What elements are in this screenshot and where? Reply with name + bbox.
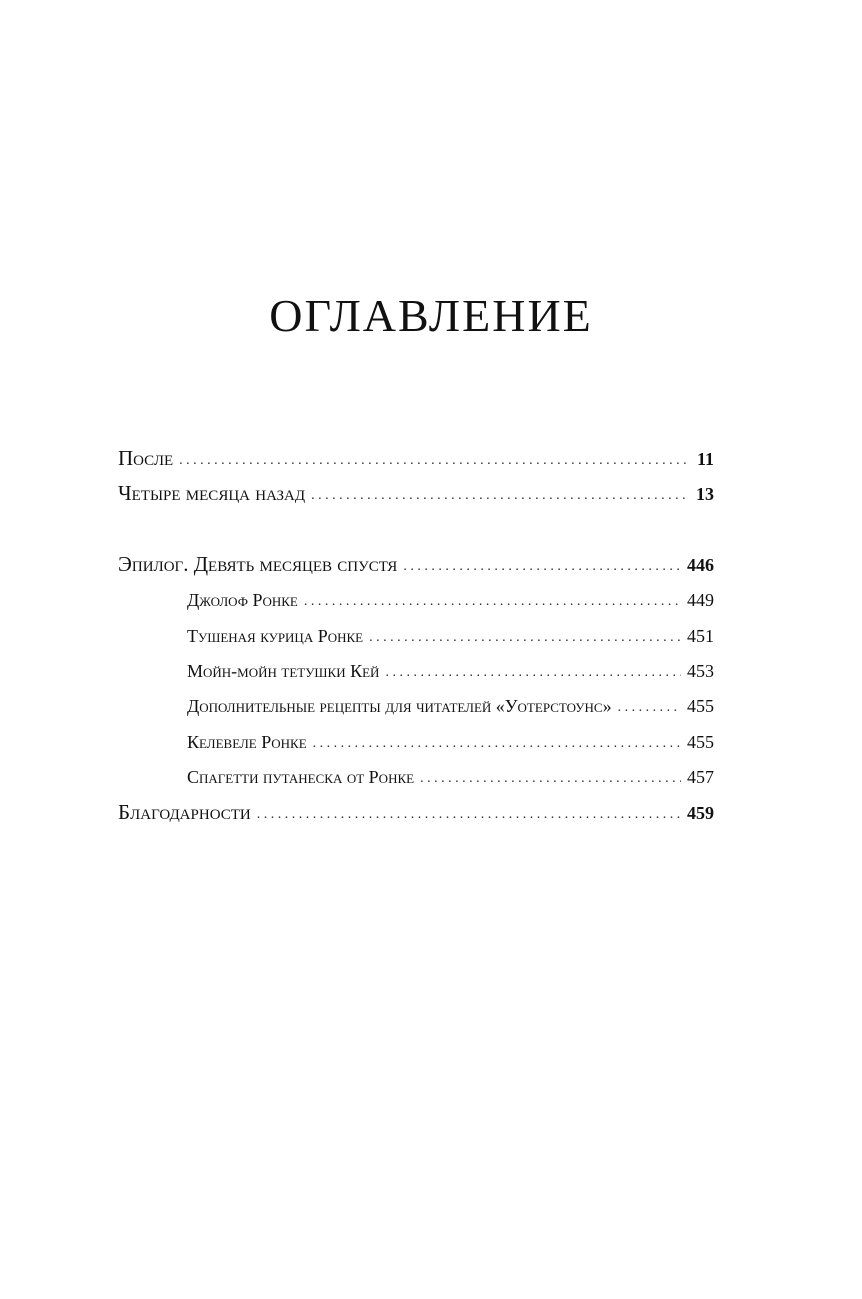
toc-leader-dots	[385, 659, 681, 687]
toc-entry-page: 459	[687, 803, 714, 823]
toc-entry-page: 446	[687, 555, 714, 575]
toc-subentry-kelewele[interactable]	[187, 728, 714, 756]
toc-leader-dots	[304, 588, 681, 616]
toc-entry-label: После	[118, 446, 174, 470]
toc-leader-dots	[311, 482, 690, 510]
toc-entry-label: Тушеная курица Ронке	[187, 626, 364, 646]
toc-entry-label: Мойн-мойн тетушки Кей	[187, 661, 380, 681]
toc-subentry-stewed-chicken[interactable]	[187, 622, 714, 650]
toc-subentry-spaghetti[interactable]	[187, 763, 714, 791]
toc-leader-dots	[420, 765, 681, 793]
toc-entry-label: Дополнительные рецепты для читателей «Уотерстоунс»	[187, 696, 612, 716]
toc-leader-dots	[369, 624, 681, 652]
toc-entry-epilogue[interactable]	[118, 550, 714, 578]
toc-entry-page: 11	[696, 449, 714, 469]
toc-entry-label: Джолоф Ронке	[187, 590, 298, 610]
toc-leader-dots	[179, 447, 691, 475]
toc-entry-four-months-ago[interactable]	[118, 479, 714, 507]
toc-subentry-moin-moin[interactable]	[187, 657, 714, 685]
toc-entry-page: 13	[696, 484, 714, 504]
toc-entry-label: Спагетти путанеска от Ронке	[187, 767, 415, 787]
toc-entry-page: 455	[687, 732, 714, 752]
toc-entry-acknowledgements[interactable]	[118, 798, 714, 826]
toc-entry-label: Келевеле Ронке	[187, 732, 307, 752]
toc-entry-label: Благодарности	[118, 800, 251, 824]
toc-leader-dots	[257, 801, 681, 829]
toc-leader-dots	[403, 553, 681, 581]
toc-entry-label: Эпилог. Девять месяцев спустя	[118, 552, 398, 576]
toc-entry-page: 453	[687, 661, 714, 681]
toc-entry-page: 457	[687, 767, 714, 787]
toc-entry-page: 449	[687, 590, 714, 610]
toc-entry-page: 455	[687, 696, 714, 716]
page-title: ОГЛАВЛЕНИЕ	[269, 290, 593, 341]
toc-subentry-extra-recipes[interactable]	[187, 692, 714, 720]
toc-leader-dots	[313, 730, 681, 758]
toc-subentry-jollof[interactable]	[187, 586, 714, 614]
toc-leader-dots	[618, 694, 681, 722]
toc-entry-page: 451	[687, 626, 714, 646]
toc-entry-label: Четыре месяца назад	[118, 481, 306, 505]
toc-entry-posle[interactable]	[118, 444, 714, 472]
